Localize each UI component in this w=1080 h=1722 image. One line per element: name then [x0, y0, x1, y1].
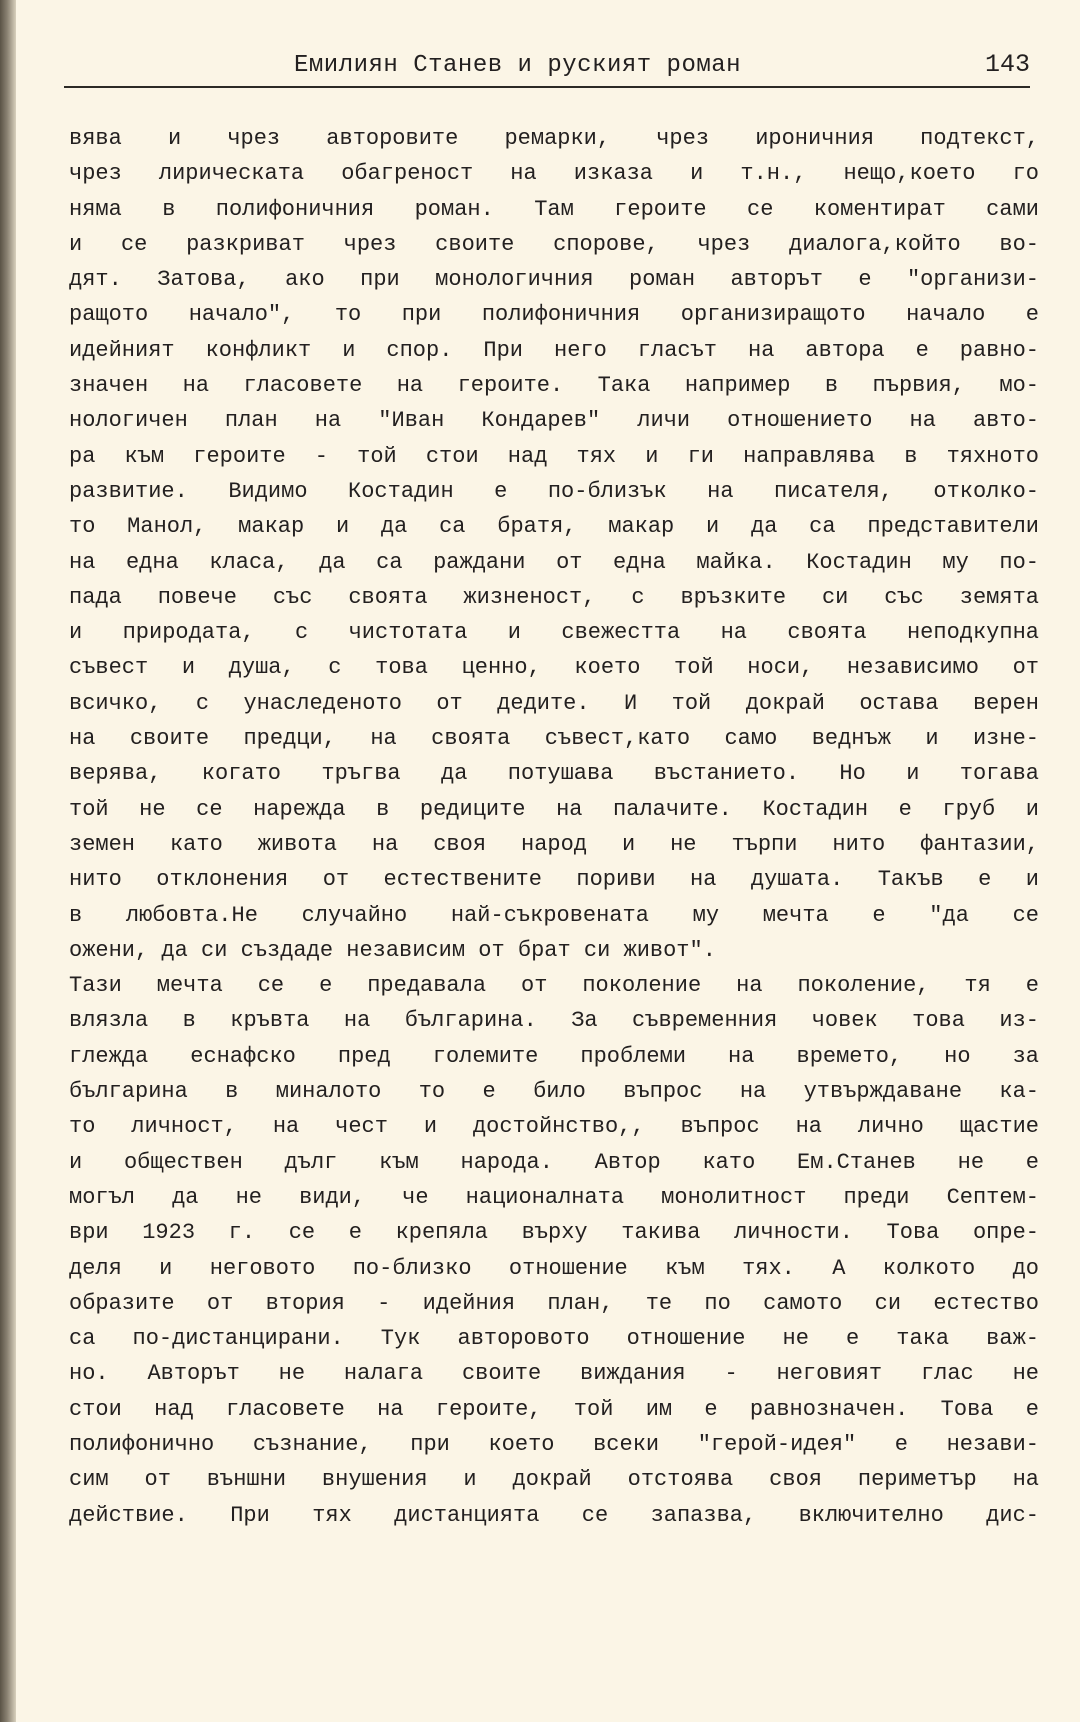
text-line: и се разкриват чрез своите спорове, чрез диалога,който во- — [69, 231, 1039, 257]
text-line: действие. При тях дистанцията се запазва, включително дис- — [69, 1502, 1039, 1528]
running-title: Емилиян Станев и руският роман — [294, 52, 742, 79]
text-line: то Манол, макар и да са братя, макар и да са представители — [69, 514, 1039, 540]
text-line: то личност, на чест и достойнство,, въпрос на лично щастие — [69, 1114, 1039, 1140]
text-line: развитие. Видимо Костадин е по-близък на писателя, отколко- — [69, 478, 1039, 504]
text-line: нито отклонения от естествените пориви на душата. Такъв е и — [69, 867, 1039, 893]
text-line: стои над гласовете на героите, той им е равнозначен. Това е — [69, 1396, 1039, 1422]
body-text — [69, 121, 1039, 1533]
text-line: всичко, с унаследеното от дедите. И той докрай остава верен — [69, 690, 1039, 716]
text-line: чрез лирическата обагреност на изказа и т.н., нещо,което го — [69, 161, 1039, 187]
text-line: пада повече със своята жизненост, с връзките си със земята — [69, 584, 1039, 610]
text-line: и обществен дълг към народа. Автор като Ем.Станев не е — [69, 1149, 1039, 1175]
text-line: верява, когато тръгва да потушава въстанието. Но и тогава — [69, 761, 1039, 787]
text-line: идейният конфликт и спор. При него гласът на автора е равно- — [69, 337, 1039, 363]
text-line: влязла в кръвта на българина. За съвременния човек това из- — [69, 1008, 1039, 1034]
text-line: образите от втория - идейния план, те по самото си естество — [69, 1290, 1039, 1316]
running-header — [64, 46, 1030, 88]
text-line: той не се нарежда в редиците на палачите. Костадин е груб и — [69, 796, 1039, 822]
text-line: съвест и душа, с това ценно, което той носи, независимо от — [69, 655, 1039, 681]
text-line: значен на гласовете на героите. Така например в първия, мо- — [69, 373, 1039, 399]
text-line: ожени, да си създаде независим от брат си живот". — [69, 937, 716, 963]
text-line: и природата, с чистотата и свежестта на своята неподкупна — [69, 620, 1039, 646]
text-line: ра към героите - той стои над тях и ги направлява в тяхното — [69, 443, 1039, 469]
text-line: дят. Затова, ако при монологичния роман авторът е "организи- — [69, 267, 1039, 293]
text-line: в любовта.Не случайно най-съкровената му мечта е "да се — [69, 902, 1039, 928]
page-number: 143 — [984, 50, 1030, 79]
text-line: могъл да не види, че националната монолитност преди Септем- — [69, 1184, 1039, 1210]
text-line: на своите предци, на своята съвест,като само веднъж и изне- — [69, 726, 1039, 752]
text-line: са по-дистанцирани. Тук авторовото отношение не е така важ- — [69, 1326, 1039, 1352]
text-line: полифонично съзнание, при което всеки "герой-идея" е незави- — [69, 1431, 1039, 1457]
text-line: нологичен план на "Иван Кондарев" личи отношението на авто- — [69, 408, 1039, 434]
text-line: Тази мечта се е предавала от поколение на поколение, тя е — [69, 973, 1039, 999]
text-line: деля и неговото по-близко отношение към тях. А колкото до — [69, 1255, 1039, 1281]
text-line: вява и чрез авторовите ремарки, чрез ироничния подтекст, — [69, 126, 1039, 151]
text-line: сим от външни внушения и докрай отстоява своя периметър на — [69, 1467, 1039, 1493]
text-line: на една класа, да са раждани от една майка. Костадин му по- — [69, 549, 1039, 575]
text-line: земен като живота на своя народ и не търпи нито фантазии, — [69, 831, 1039, 857]
text-line: българина в миналото то е било въпрос на утвърждаване ка- — [69, 1079, 1039, 1105]
text-line: няма в полифоничния роман. Там героите се коментират сами — [69, 196, 1039, 222]
text-line: ращото начало", то при полифоничния организиращото начало е — [69, 302, 1039, 328]
text-line: ври 1923 г. се е крепяла върху такива личности. Това опре- — [69, 1220, 1039, 1246]
text-line: но. Авторът не налага своите виждания - неговият глас не — [69, 1361, 1039, 1387]
text-line: глежда еснафско пред големите проблеми на времето, но за — [69, 1043, 1039, 1069]
